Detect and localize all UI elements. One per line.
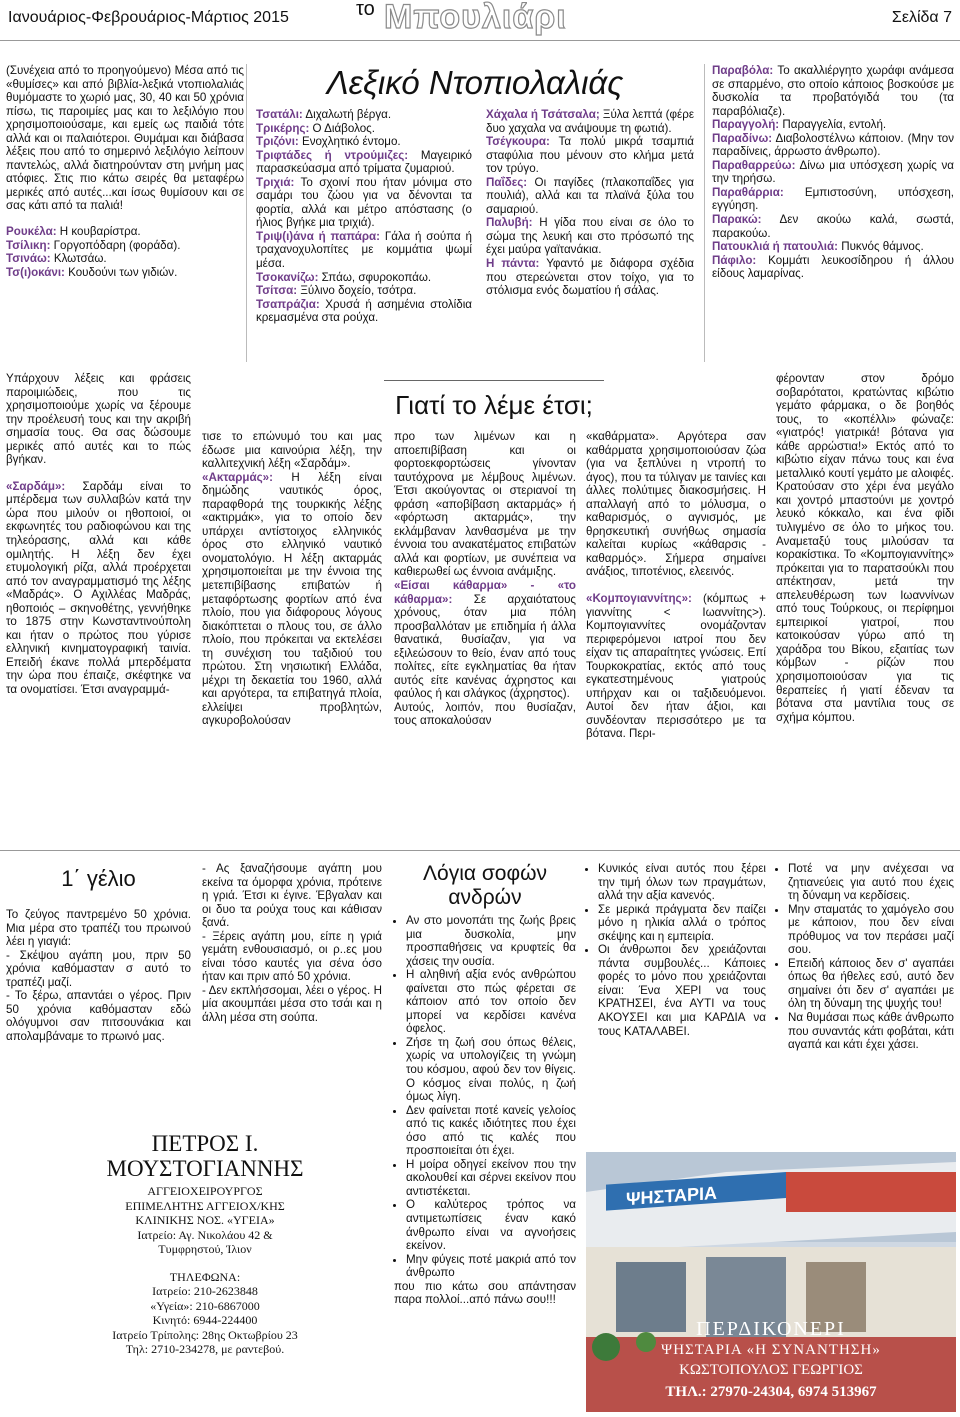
lexiko-entry — [712, 213, 954, 240]
lexiko-entry — [712, 240, 954, 254]
lexiko-term: Παρακώ: — [712, 213, 762, 227]
logia-title: Λόγια σοφών ανδρών — [422, 862, 547, 909]
lexiko-entry — [256, 122, 472, 136]
lexiko-entry — [712, 186, 954, 213]
joke-cont: - Ας ξαναζήσουμε αγάπη μου εκείνα τα όμορφα χρόνια, πρότεινε η γριά. Έτσι κι έγινε. Έβγαλαν και οι δυο τα ρούχα τους και κάθισαν ξανά. - Ξέρεις αγάπη μου, είπε η γριά γεμάτη ενθουσιασμό, οι ρ..ες μου είναι τόσο καυτές για σένα όσο ήταν και πριν από 50 χρόνια. - Δεν εκπλήσσομαι, λέει ο γέρος. Η μία ακουμπάει μέσα στο τσάι και η άλλη μέσα στη σούπα. — [202, 862, 382, 1025]
lexiko-intro: (Συνέχεια από το προηγούμενο) Μέσα από τις «θυμίσες» και από βιβλία-λεξικά ντοπιολαλιάς θυμόμαστε το χωριό μας, 30, 40 και 50 χρόνια πίσω, τις παροιμίες μας και το λεξιλόγιο που χρησιμοποιούσαμε, και εμείς ως παιδιά τότε αλλά και οι παλαιότεροι. Θυμάμαι και διάβασα λέξεις που από το σημερινό λεξιλόγιο λείπουν παντελώς, αλλά διατηρούνταν στη μνήμη μας ατόφιες. Στις πιο κάτω σειρές θα μεταφέρω μερικές από αυτές...και ίσως θυμίσουν και σε σας κάτι από τα παλιά! — [6, 64, 244, 213]
lexiko-definition: Γάλα ή σούπα ή τραχανοχυλοπίτες με κομμάτια ψωμί μέσα. — [256, 229, 472, 271]
giati-column-2 — [202, 430, 382, 728]
lexiko-entry — [6, 266, 244, 280]
katharma-term: «Είσαι κάθαρμα» - «το κάθαρμα»: — [394, 579, 576, 606]
quote-item: • Κυνικός είναι αυτός που ξέρει την τιμή όλων των πραγμάτων, αλλά την αξία κανενός. — [598, 862, 766, 903]
doctor-tripoli-office: Ιατρείο Τρίπολης: 28ης Οκτωβρίου 23 — [112, 1327, 298, 1342]
lexiko-term: Τρικέρης: — [256, 121, 310, 135]
lexiko-definition: Σπάω, σφυροκοπάω. — [318, 270, 432, 284]
sardam-term: «Σαρδάμ»: — [6, 479, 66, 493]
kompogiannitis-cont: φέρονταν στον δρόμο σοβαρότατοι, κρατώντας κιβώτιο γεμάτο φάρμακα, ο δε βοηθός τους, το «κοπέλλι» φώναζε: «γιατρός! γιατρικά! βότανα για κάθε αρρώστια!» Εκτός από το κιβώτιο είχαν πάνω τους και ένα μεταλλικό κουτί γεμάτο με αλοιφές. Κρατούσαν στο χέρι ένα μεγάλο και χοντρό μπαστούνι με χοντρό λευκό κόκκαλο, και ένα φίδι τυλιγμένο σε όλο το μήκος του. Αναμεταξύ τους μιλούσαν τα κορακίστικα. Το «Κομπογιαννίτης» πρόκειται για το παρατσούκλι που απέκτησαν, μετά την απελευθέρωση των Ιωαννίνων από τους Τούρκους, οι περίφημοι εμπειρικοί γιατροί, που κατοικούσαν γύρω από τη χαράδρα του Βίκου, εξαιτίας των κόμβων - ρίζών που χρησιμοποιούσαν για τις θεραπείες ή γιατί έδεναν τα βότανα στα μαντίλια τους σε σχήμα κόμπου. — [776, 372, 954, 724]
doctor-tripoli-phone: Τηλ: 2710-234278, με ραντεβού. — [125, 1342, 285, 1356]
lexiko-entry — [486, 176, 694, 217]
lexiko-term: Παΐδες: — [486, 175, 528, 189]
newspaper-logo: Μπουλιάρι — [384, 0, 567, 36]
lexiko-entry — [6, 252, 244, 266]
logia-column-1 — [394, 914, 576, 1307]
logia-column-2 — [586, 862, 766, 1038]
doctor-phones-label: ΤΗΛΕΦΩΝΑ: — [169, 1269, 241, 1284]
lexiko-entry — [256, 176, 472, 230]
giati-column-3 — [394, 430, 576, 728]
lexiko-term: Τσατάλι: — [256, 108, 303, 121]
issue-date: Ιανουάριος-Φεβρουάριος-Μάρτιος 2015 — [8, 9, 289, 26]
lexiko-definition: Η κουβαρίστρα. — [56, 225, 141, 239]
lexiko-term: Τσαπράζια: — [256, 297, 320, 311]
lexiko-entry — [256, 135, 472, 149]
lexiko-definition: Τα πολύ μικρά τσαμπιά σταφύλια που μένουν στο κλήμα μετά τον τρύγο. — [486, 135, 694, 176]
lexiko-definition: Το σχοινί που ήταν μόνιμα στο σαμάρι του ζώου για να δένονται τα φορτία, αλλά και μέτρο απόστασης (ο ήλιος βγήκε μια τριχιά). — [256, 175, 472, 230]
tavern-ad-line-4: ΤΗΛ.: 27970-24304, 6974 513967 — [665, 1384, 877, 1400]
lexiko-term: Τριφτάδες ή ντρούμιζες: — [256, 148, 409, 162]
lexiko-definition: Ο Διάβολος. — [309, 121, 375, 135]
lexiko-column-2 — [256, 108, 472, 325]
tavern-ad-line-2: ΨΗΣΤΑΡΙΑ «Η ΣΥΝΑΝΤΗΣΗ» — [661, 1342, 881, 1358]
lexiko-entry — [256, 108, 472, 122]
lexiko-term: Παραγγολή: — [712, 118, 780, 132]
lexiko-entry — [712, 254, 954, 281]
giati-intro: Υπάρχουν λέξεις και φράσεις παροιμιώδεις, που τις χρησιμοποιούμε χωρίς να ξέρουμε την προέλευσή τους και την ακριβή σημασία τους. Θα σας δώσουμε μερικές από αυτές και το πώς βγήκαν. — [6, 372, 191, 467]
lexiko-entry — [712, 64, 954, 118]
lexiko-definition: Η γίδα που είναι σε όλο το σώμα της λευκή και στο πρόσωπό της έχει μαύρα γαϊτανάκια. — [486, 216, 694, 257]
lexiko-terms-1 — [6, 225, 244, 279]
lexiko-definition: Πυκνός θάμνος. — [838, 240, 924, 254]
logo-small-text: το — [356, 0, 375, 20]
lexiko-term: Τριχιά: — [256, 175, 295, 189]
giati-column-5 — [776, 372, 954, 724]
aktarmas-cont: προ των λιμένων και η αποεπιβίβαση και οι φορτοεκφορτώσεις γίνονταν ταυτόχρονα με λέμβους λιμένων. Έτσι ακούγοντας οι στεριανοί τη φράση «αποβίβαση ακταρμάς» ή «φόρτωση ακταρμάς», την εκλάμβαναν λανθασμένα με την έννοια του ανακατέματος επιβατών αλλά και φορτίων, με συνέπεια να καθιερωθεί ως έννοια ανάμιξης. — [394, 430, 576, 579]
quote-item: • Οι άνθρωποι δεν χρειάζονται πάντα συμβουλές... Κάποιες φορές το μόνο που χρειάζονται είναι: Ένα ΧΕΡΙ να τους ΚΡΑΤΗΣΕΙ, ένα ΑΥΤΙ να τους ΑΚΟΥΣΕΙ και μια ΚΑΡΔΙΑ να τους ΚΑΤΑΛΑΒΕΙ. — [598, 943, 766, 1038]
katharma-text: Σε αρχαιότατους χρόνους, όταν μια πόλη προσβαλλόταν με επιδημία ή άλλα θανατικά, θυσίαζαν, για να εξιλεώσουν το θείο, έναν από τους πολίτες, είτε εγκληματίας θα ήταν αυτός είτε κανένας άχρηστος και φαύλος ή και σλάγκος (άχρηστος). — [394, 592, 576, 701]
lexiko-term: Παλυβή: — [486, 216, 533, 230]
lexiko-term: Η πάντα: — [486, 257, 540, 271]
doctor-clinic: ΚΛΙΝΙΚΗΣ ΝΟΣ. «ΥΓΕΙΑ» — [135, 1213, 275, 1227]
quote-item: • Η αληθινή αξία ενός ανθρώπου φαίνεται στο πώς φέρεται σε κάποιον από τον οποίο δεν μπορεί να κερδίσει κανένα όφελος. — [406, 968, 576, 1036]
quote-item: • Ζήσε τη ζωή σου όπως θέλεις, χωρίς να υπολογίζεις τη γνώμη του κόσμου, αφού δεν τον θίγεις. Ο κόσμος είναι πολύς, η ζωή όμως λίγη. — [406, 1036, 576, 1104]
lexiko-term: Παραδίνω: — [712, 131, 773, 145]
lexiko-entry — [712, 159, 954, 186]
logia-list-2 — [586, 862, 766, 1038]
lexiko-term: Πάφιλο: — [712, 253, 757, 267]
katharma-cont-2: «καθάρματα». Αργότερα σαν καθάρματα χρησιμοποιούσαν ζώα (για να ξεπλύνει η ντροπή το άγος), που τα τύλιγαν με ταινίες και άλλες πολύτιμες διακοσμήσεις. Η απαλλαγή από το μόλυσμα, ο καθαρισμός, ο αγνισμός, με θρησκευτική συνήθως σημασία καλείται κυρίως «κάθαρσις - καθαρμός». Σήμερα σημαίνει ανάξιος, τιποτένιος, ελεεινός. — [586, 430, 766, 579]
lexiko-definition: Ξύλινο δοχείο, τσότρα. — [297, 284, 417, 298]
tavern-ad-line-3: ΚΩΣΤΟΠΟΥΛΟΣ ΓΕΩΡΓΙΟΣ — [679, 1362, 863, 1378]
quote-item: • Μην φύγεις ποτέ μακριά από τον άνθρωπο — [406, 1253, 576, 1280]
lexiko-term: Τσίτσα: — [256, 284, 298, 298]
lexiko-definition: Μαγειρικό παρασκεύασμα από τρίματα ζυμαριού. — [256, 148, 472, 176]
lexiko-definition: Κομμάτι λευκοσίδηρου ή άλλου είδους λαμαρίνας. — [712, 253, 954, 281]
sardam-cont: τισε το επώνυμό του και μας έδωσε μια καινούρια λέξη, την καλλιτεχνική λέξη «Σαρδάμ». — [202, 430, 382, 471]
sardam-text: Σαρδάμ είναι το μπέρδεμα των συλλαβών κατά την ώρα που μιλούν οι ηθοποιοί, οι εκφωνητές του ραδιοφώνου και της τηλεόρασης, αλλά και κάθε ομιλητής. Η λέξη δεν έχει ετυμολογική ρίζα, αλλά προέρχεται από τον αναγραμματισμό της λέξης «Μαδράς». Ο Αχιλλέας Μαδράς, ηθοποιός – σκηνοθέτης, γεννήθηκε το 1875 στην Κωνσταντινούπολη και ήταν ο πρώτος που γύρισε ελληνική κινηματογραφική ταινία. Επειδή έκανε πολλά μπερδέματα την ώρα που έπαιζε, σκέφτηκε να τα ονοματίσει. Έτσι αναγραμμά- — [6, 479, 191, 697]
lexiko-term: Τσ(ι)οκάνι: — [6, 265, 65, 279]
lexiko-definition: Οι παγίδες (πλακοπαΐδες για πουλιά), αλλά και τα πλαϊνά ξύλα του σαμαριού. — [486, 175, 694, 216]
joke-text: Το ζεύγος παντρεμένο 50 χρόνια. Μια μέρα στο τραπέζι του πρωινού λέει η γιαγιά: - Σκέψου αγάπη μου, πριν 50 χρόνια καθόμασταν σ αυτό το τραπέζι μαζί. - Το ξέρω, απαντάει ο γέρος. Πριν 50 χρόνια καθόμασταν εδώ ολόγυμνοι σαν πιτσουνάκια και απολαμβάναμε το πρωινό μας. — [6, 908, 191, 1043]
logia-list-1 — [394, 914, 576, 1280]
section-divider — [0, 850, 960, 851]
giati-title: Γιατί το λέμε έτσι; — [395, 390, 593, 420]
quote-item: • Μην σταματάς το χαμόγελο σου με κάποιον, που δεν είναι πρόθυμος να τον περάσει μαζί σου. — [788, 903, 954, 957]
lexiko-definition: Εμπιστοσύνη, υπόσχεση, εγγύηση. — [712, 185, 954, 213]
quote-item: • Η μοίρα οδηγεί εκείνον που την ακολουθεί και σέρνει εκείνον που αντιστέκεται. — [406, 1158, 576, 1199]
header-divider — [0, 40, 960, 41]
lexiko-term: Χάχαλα ή Τσάτσαλα; — [486, 108, 600, 121]
lexiko-entry — [6, 239, 244, 253]
lexiko-definition: Ξύλα λεπτά (φέρε δυο χαχαλα να ανάψουμε τη φωτιά). — [486, 108, 694, 135]
lexiko-term: Τσέγκουρα: — [486, 135, 550, 149]
doctor-card — [40, 1132, 370, 1357]
tavern-ad — [586, 1152, 956, 1412]
joke-column — [6, 908, 191, 1043]
lexiko-definition: Παραγγελία, εντολή. — [779, 118, 887, 132]
lexiko-definition: Δίνω μια υπόσχεση χωρίς να την τηρήσω. — [712, 158, 954, 186]
lexiko-title: Λεξικό Ντοπιολαλιάς — [326, 64, 624, 101]
lexiko-column-1 — [6, 64, 244, 279]
lexiko-definition: Δεν ακούω καλά, σωστά, παρακούω. — [712, 213, 954, 240]
lexiko-term: Παραθαρρεύω: — [712, 158, 796, 172]
page-number: Σελίδα 7 — [891, 9, 952, 26]
doctor-phone-2: «Υγεία»: 210-6867000 — [150, 1298, 260, 1313]
lexiko-entry — [486, 216, 694, 257]
lexiko-definition: Χρυσά ή ασημένια στολίδια κρεμασμένα στα ρούχα. — [256, 297, 472, 325]
logia-column-3 — [776, 862, 954, 1052]
kompogiannitis-text: (κόμπως + γιαννίτης < Ιωαννίτης>). Κομπογιαννίτες ονομάζονταν περιφερόμενοι ιατροί που δεν είχαν τις απαραίτητες γνώσεις. Επί Τουρκοκρατίας, εκτός από τους εγκατεστημένους γιατρούς υπήρχαν και οι ταξιδευόμενοι. Αυτοί δεν ήταν άξιοι, και συνδέονταν περισσότερο με τα βότανα. Περι- — [586, 592, 766, 741]
giati-column-4 — [586, 430, 766, 741]
lexiko-term: Τσινάω: — [6, 252, 51, 266]
logia-tail: που πιο κάτω σου απάντησαν παρα πολλοί...από πάνω σου!!! — [394, 1279, 576, 1307]
lexiko-entry — [256, 284, 472, 298]
lexiko-term: Ρουκέλα: — [6, 225, 57, 239]
lexiko-term: Τσίλικη: — [6, 238, 51, 252]
quote-item: • Να θυμάσαι πως κάθε άνθρωπο που συναντάς κάτι φοβάται, κάτι αγαπά και κάτι έχει χάσει. — [788, 1011, 954, 1052]
lexiko-term: Τριψ(ι)άνα ή παπάρα: — [256, 229, 381, 243]
doctor-name-1: ΠΕΤΡΟΣ Ι. — [151, 1131, 259, 1156]
lexiko-definition: Ενοχλητικό έντομο. — [298, 135, 401, 149]
lexiko-definition: Το ακαλλιέργητο χωράφι ανάμεσα σε σπαρμένο, στο οποίο κάποιος βοσκούσε με δυσκολία τα προβατόγιδά του (τα παραβόλιαζε). — [712, 64, 954, 118]
lexiko-definition: Διαβολοστέλνω κάποιον. (Μην τον παραδίνεις, άρρωστο άνθρωπο). — [712, 131, 954, 159]
title-rule — [384, 380, 604, 381]
lexiko-column-3 — [486, 108, 694, 298]
lexiko-definition: Διχαλωτή βέργα. — [302, 108, 392, 121]
kompogiannitis-term: «Κομπογιαννίτης»: — [586, 592, 692, 606]
lexiko-entry — [486, 108, 694, 135]
column-rule — [704, 64, 705, 362]
lexiko-term: Παραβόλα: — [712, 64, 774, 77]
quote-item: • Ο καλύτερος τρόπος να αντιμετωπίσεις έναν κακό άνθρωπο είναι να αγνοήσεις εκείνον. — [406, 1198, 576, 1252]
lexiko-term: Παραθάρρια: — [712, 185, 784, 199]
lexiko-entry — [712, 118, 954, 132]
lexiko-definition: Γοργοπόδαρη (φοράδα). — [50, 238, 181, 252]
katharma-cont: Αυτούς, λοιπόν, που θυσίαζαν, τους αποκαλούσαν — [394, 700, 576, 728]
quote-item: • Δεν φαίνεται ποτέ κανείς γελοίος από τις κακές ιδιότητες που έχει όσο από τις καλές που προσποιείται ότι έχει. — [406, 1104, 576, 1158]
tavern-sign-text: ΨΗΣΤΑΡΙΑ — [626, 1182, 717, 1210]
lexiko-term: Τριζόνι: — [256, 135, 299, 149]
lexiko-entry — [712, 132, 954, 159]
doctor-name-2: ΜΟΥΣΤΟΓΙΑΝΝΗΣ — [106, 1156, 304, 1181]
lexiko-entry — [486, 135, 694, 176]
joke-title: 1΄ γέλιο — [61, 866, 136, 891]
lexiko-entry — [256, 298, 472, 325]
doctor-address-1: Ιατρείο: Αγ. Νικολάου 42 & — [137, 1227, 273, 1242]
lexiko-entry — [256, 149, 472, 176]
lexiko-definition: Κουδούνι των γιδιών. — [64, 265, 178, 279]
aktarmas-term: «Ακταρμάς»: — [202, 470, 273, 484]
doctor-position: ΕΠΙΜΕΛΗΤΗΣ ΑΓΓΕΙΟΧ/ΚΗΣ — [125, 1198, 285, 1213]
quote-item: • Αν στο μονοπάτι της ζωής βρεις μια δυσκολία, μην προσπαθήσεις να κρυφτείς θα χάσεις την ουσία. — [406, 914, 576, 968]
doctor-specialty: ΑΓΓΕΙΟΧΕΙΡΟΥΡΓΟΣ — [147, 1184, 263, 1198]
lexiko-term: Πατουκλιά ή πατουλιά: — [712, 240, 838, 254]
quote-item: • Σε μερικά πράγματα δεν παίζει μόνο η ηλικία αλλά ο τρόπος σκέψης και η εμπειρία. — [598, 903, 766, 944]
doctor-phone-1: Ιατρείο: 210-2623848 — [152, 1284, 258, 1298]
quote-item: • Επειδή κάποιος δεν σ' αγαπάει όπως θα ήθελες εσύ, αυτό δεν σημαίνει ότι δεν σ' αγαπάει με όλη τη δύναμη της ψυχής του! — [788, 957, 954, 1011]
lexiko-definition: Κλωτσάω. — [50, 252, 107, 266]
joke-column-2 — [202, 862, 382, 1025]
lexiko-column-4 — [712, 64, 954, 281]
doctor-phone-mobile: Κινητό: 6944-224400 — [152, 1313, 258, 1327]
lexiko-entry — [486, 257, 694, 298]
quote-item: • Ποτέ να μην ανέχεσαι να ζητιανεύεις για αυτό που έχεις τη δύναμη να κερδίσεις. — [788, 862, 954, 903]
tavern-ad-line-1: ΠΕΡΔΙΚΟΝΕΡΙ — [696, 1318, 846, 1340]
doctor-address-2: Τυμφρηστού, Ίλιον — [158, 1242, 252, 1256]
lexiko-entry — [256, 271, 472, 285]
lexiko-entry — [6, 225, 244, 239]
lexiko-entry — [256, 230, 472, 271]
lexiko-definition: Υφαντό με διάφορα σχέδια που στερεώνεται στον τοίχο, για το στόλισμα ενός δωματίου ή σάλας. — [486, 257, 694, 298]
lexiko-term: Τσοκανίζω: — [256, 270, 319, 284]
aktarmas-text: Η λέξη είναι δημώδης ναυτικός όρος, παραφθορά της τουρκικής λέξης «ακτιρμάκ», για το οποίο δεν υπάρχει αντίστοιχος ελληνικός όρος στο ελληνικό ναυτικό ονοματολόγιο. Η λέξη ακταρμάς χρησιμοποιείται με την έννοια της μετεπιβίβασης επιβατών ή μεταφόρτωσης φορτίων από ένα πλοίο, που για διάφορους λόγους διακόπτεται ο πλους του, σε άλλο πλοίο, που πρόκειται να εκτελέσει τη συνέχιση του ταξιδιού του πρώτου. Στη νησιωτική Ελλάδα, μέχρι τη δεκαετία του 1960, αλλά και αργότερα, τα επιβατηγά πλοία, ελλείψει προβλητών, αγκυροβολούσαν — [202, 470, 382, 728]
logia-list-3 — [776, 862, 954, 1052]
tavern-ad-text — [586, 1152, 956, 1412]
giati-column-1 — [6, 372, 191, 697]
column-rule — [246, 64, 247, 362]
